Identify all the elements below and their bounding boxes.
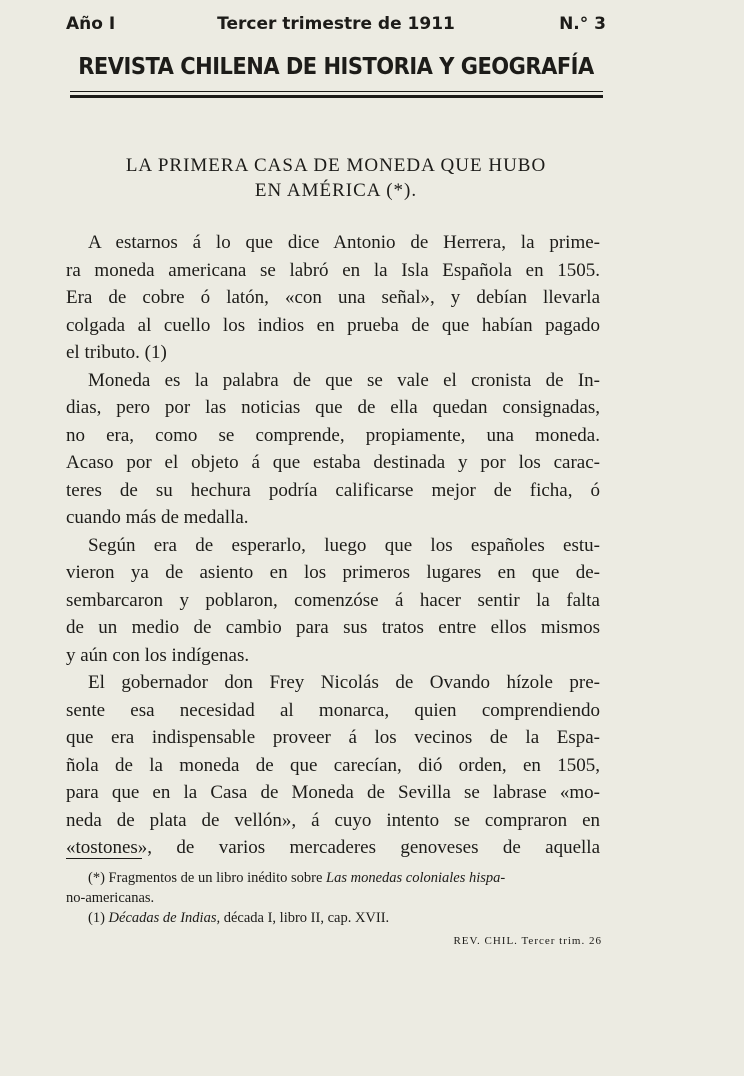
footnote-1 [66,868,600,888]
journal-title: REVISTA CHILENA DE HISTORIA Y GEOGRAFÍA [78,52,594,80]
body-line: Era de cobre ó latón, «con una señal», y debían llevarla [66,287,600,308]
body-line: El gobernador don Frey Nicolás de Ovando hízole pre- [88,672,600,693]
body-line: el tributo. (1) [66,342,167,363]
footnote-1-label: (*) [88,870,105,886]
issue-date: Tercer trimestre de 1911 [217,14,455,34]
body-line: no era, como se comprende, propiamente, una moneda. [66,424,600,446]
footnote-2-book-title: Décadas de Indias, [108,910,221,926]
article-title-line: EN AMÉRICA (*). [254,180,418,201]
body-line: vieron ya de asiento en los primeros lugares en que de- [66,562,600,583]
header-rule-thin [70,91,603,92]
issue-number: N.° 3 [559,14,606,34]
body-line: teres de su hechura podría calificarse mejor de ficha, ó [66,479,600,501]
volume-label: Año I [66,14,116,34]
body-line: colgada al cuello los indios en prueba de que habían pagado [66,314,600,336]
body-line: A estarnos á lo que dice Antonio de Herrera, la prime- [88,232,600,253]
article-body [66,229,600,862]
footnote-1-book-title: Las monedas coloniales hispa- [326,870,506,886]
body-line: y aún con los indígenas. [66,644,250,666]
footnote-2 [66,908,600,928]
body-line: sembarcaron y poblaron, comenzóse á hacer sentir la falta [66,589,600,611]
body-line: «tostones», de varios mercaderes genoveses de aquella [66,837,600,858]
body-line: dias, pero por las noticias que de ella quedan consignadas, [66,397,600,418]
footnotes [66,868,600,928]
body-line: Acaso por el objeto á que estaba destinada y por los carac- [66,452,600,473]
footnote-1-continuation: no-americanas. [66,890,155,906]
body-line: que era indispensable proveer á los vecinos de la Espa- [66,727,600,748]
body-line: Según era de esperarlo, luego que los españoles estu- [88,534,600,556]
header-rule-thick [70,95,603,98]
body-line: de un medio de cambio para sus tratos entre ellos mismos [66,617,600,638]
body-line: sente esa necesidad al monarca, quien comprendiendo [66,699,600,721]
body-line: ra moneda americana se labró en la Isla Española en 1505. [66,259,600,281]
footnote-2-label: (1) [88,910,105,926]
footnote-1-text: Fragmentos de un libro inédito sobre [108,870,323,886]
article-title [66,153,606,203]
body-line: para que en la Casa de Moneda de Sevilla se labrase «mo- [66,782,600,803]
footnote-2-text: década I, libro II, cap. XVII. [223,910,390,926]
printer-signature: REV. CHIL. Tercer trim. 26 [453,935,602,947]
body-line: cuando más de medalla. [66,507,249,528]
body-line: ñola de la moneda de que carecían, dió orden, en 1505, [66,754,600,776]
body-line: Moneda es la palabra de que se vale el cronista de In- [88,369,600,391]
body-line: neda de plata de vellón», á cuyo intento se compraron en [66,809,600,831]
running-head [66,14,606,38]
article-title-line: LA PRIMERA CASA DE MONEDA QUE HUBO [125,155,547,176]
footnote-rule [66,858,142,859]
